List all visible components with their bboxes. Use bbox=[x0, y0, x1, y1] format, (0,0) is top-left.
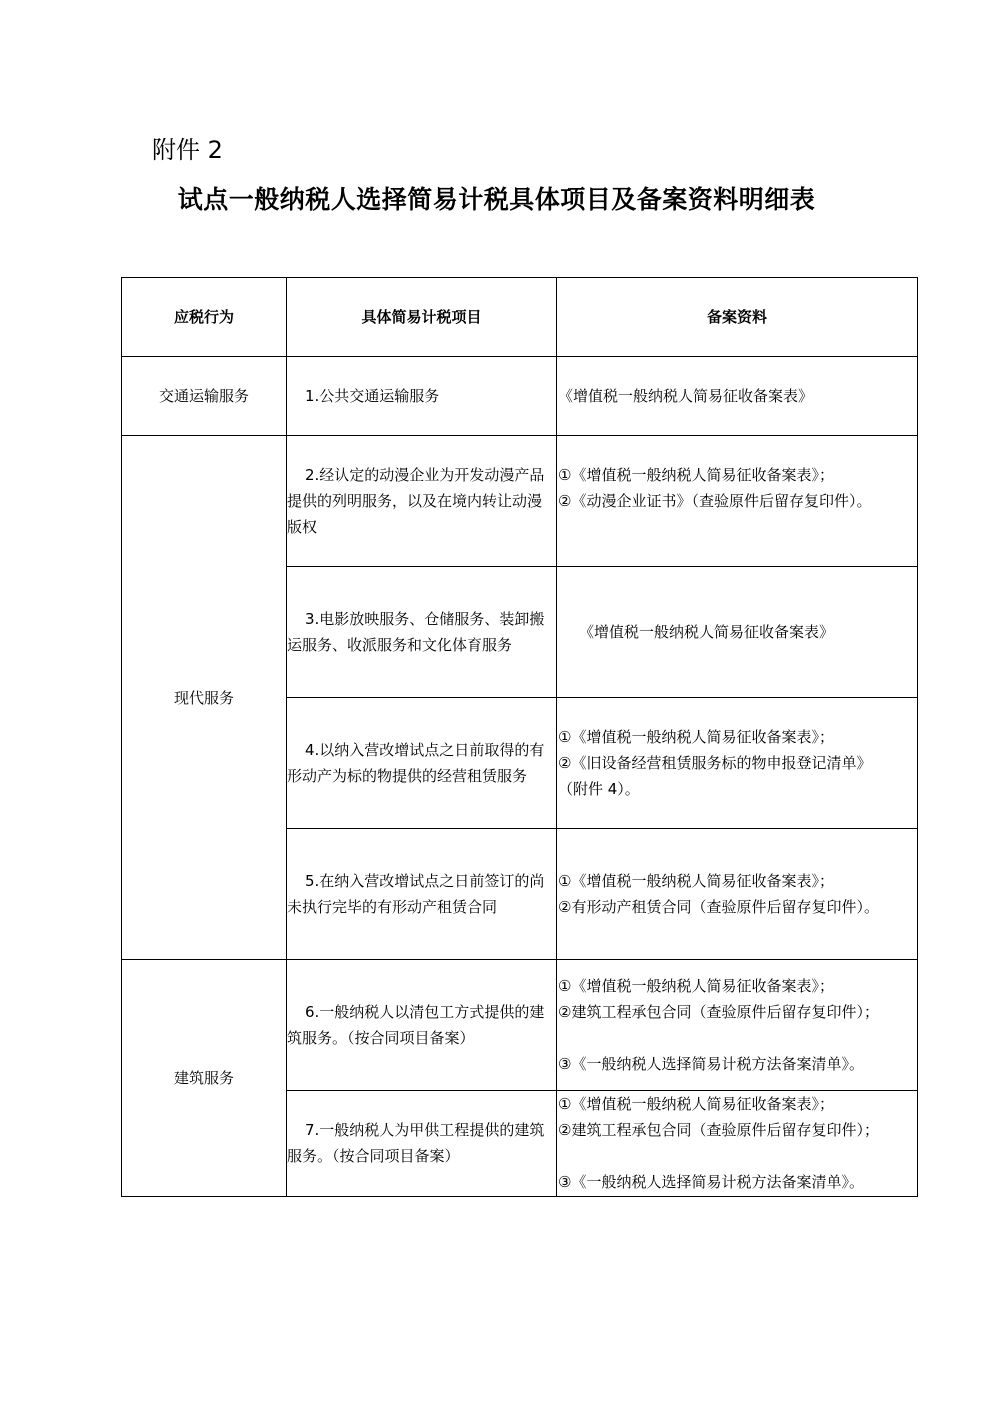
docs-cell bbox=[557, 436, 918, 567]
doc-line: ①《增值税一般纳税人简易征收备案表》； bbox=[558, 466, 834, 484]
docs-cell bbox=[557, 1091, 918, 1197]
header-filing-materials: 备案资料 bbox=[557, 278, 918, 357]
category-modern: 现代服务 bbox=[122, 436, 287, 960]
item-cell: 2.经认定的动漫企业为开发动漫产品提供的列明服务，以及在境内转让动漫版权 bbox=[287, 436, 557, 567]
doc-line: ②《动漫企业证书》（查验原件后留存复印件）。 bbox=[558, 492, 872, 510]
doc-line: ②建筑工程承包合同（查验原件后留存复印件）； bbox=[558, 1003, 879, 1021]
item-cell: 1.公共交通运输服务 bbox=[287, 357, 557, 436]
item-cell: 5.在纳入营改增试点之日前签订的尚未执行完毕的有形动产租赁合同 bbox=[287, 829, 557, 960]
attachment-label: 附件 2 bbox=[152, 136, 223, 164]
doc-line: （附件 4）。 bbox=[558, 780, 640, 798]
doc-line: ③《一般纳税人选择简易计税方法备案清单》。 bbox=[558, 1055, 864, 1073]
doc-line: ②《旧设备经营租赁服务标的物申报登记清单》 bbox=[558, 754, 872, 772]
docs-cell bbox=[557, 698, 918, 829]
table-row bbox=[122, 436, 918, 567]
docs-cell bbox=[557, 960, 918, 1091]
item-cell: 7.一般纳税人为甲供工程提供的建筑服务。（按合同项目备案） bbox=[287, 1091, 557, 1197]
doc-line: ②有形动产租赁合同（查验原件后留存复印件）。 bbox=[558, 898, 879, 916]
table-row bbox=[122, 960, 918, 1091]
docs-cell bbox=[557, 829, 918, 960]
doc-line: ①《增值税一般纳税人简易征收备案表》； bbox=[558, 872, 834, 890]
docs-cell bbox=[557, 357, 918, 436]
item-cell: 6.一般纳税人以清包工方式提供的建筑服务。（按合同项目备案） bbox=[287, 960, 557, 1091]
doc-line: ①《增值税一般纳税人简易征收备案表》； bbox=[558, 977, 834, 995]
doc-line: ①《增值税一般纳税人简易征收备案表》； bbox=[558, 728, 834, 746]
table-row bbox=[122, 357, 918, 436]
item-cell: 4.以纳入营改增试点之日前取得的有形动产为标的物提供的经营租赁服务 bbox=[287, 698, 557, 829]
page-title: 试点一般纳税人选择简易计税具体项目及备案资料明细表 bbox=[177, 185, 816, 214]
category-transport: 交通运输服务 bbox=[122, 357, 287, 436]
category-construction: 建筑服务 bbox=[122, 960, 287, 1197]
doc-line: ③《一般纳税人选择简易计税方法备案清单》。 bbox=[558, 1173, 864, 1191]
header-simple-tax-item: 具体简易计税项目 bbox=[287, 278, 557, 357]
table-header-row bbox=[122, 278, 918, 357]
tax-items-table bbox=[121, 277, 918, 1197]
header-taxable-activity: 应税行为 bbox=[122, 278, 287, 357]
doc-line: ①《增值税一般纳税人简易征收备案表》； bbox=[558, 1095, 834, 1113]
doc-line: 《增值税一般纳税人简易征收备案表》 bbox=[558, 387, 814, 405]
item-cell: 3.电影放映服务、仓储服务、装卸搬运服务、收派服务和文化体育服务 bbox=[287, 567, 557, 698]
docs-cell bbox=[557, 567, 918, 698]
doc-line: 《增值税一般纳税人简易征收备案表》 bbox=[579, 623, 835, 641]
doc-line: ②建筑工程承包合同（查验原件后留存复印件）； bbox=[558, 1121, 879, 1139]
